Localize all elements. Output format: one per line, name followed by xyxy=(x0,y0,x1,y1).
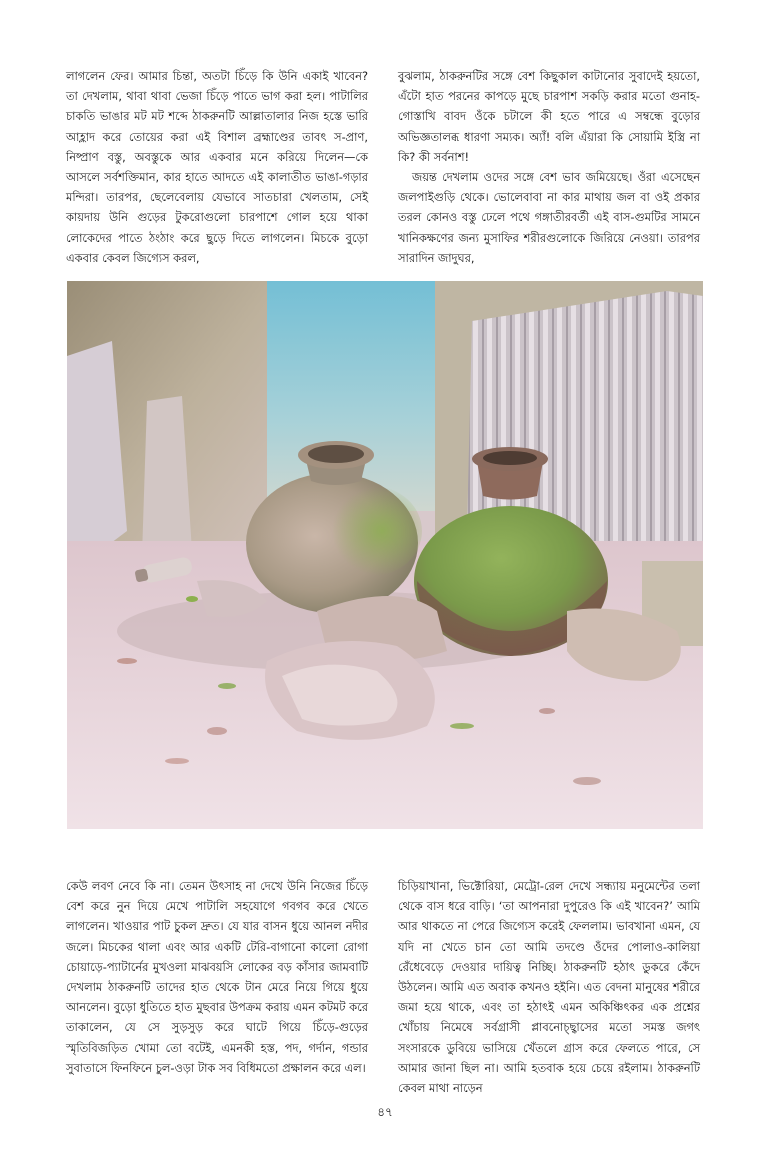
paragraph: লাগলেন ফের। আমার চিন্তা, অতটা চিঁড়ে কি উনি একাই খাবেন? তা দেখলাম, থাবা থাবা ভেজা চিঁড়ে পাতে ভাগ করা হল। পাটালির চাকতি ভাঙার মট মট শব্দে ঠাকরুনটি আল্লাতালার নিজ হস্তে ভারি আহ্লাদ করে তোয়ের করা এই বিশাল ব্রহ্মাণ্ডের তাবৎ স-প্রাণ, নিষ্প্রাণ বস্তু, অবস্তুকে আর একবার মনে করিয়ে দিলেন—কে আসলে সর্বশক্তিমান, কার হাতে আদতে এই কালাতীত ভাঙা-গড়ার মন্দিরা। তারপর, ছেলেবেলায় যেভাবে সাতচারা খেলতাম, সেই কায়দায় উনি গুড়ের টুকরোগুলো চারপাশে গোল হয়ে থাকা লোকেদের পাতে ঠংঠাং করে ছুড়ে দিতে লাগলেন। মিচকে বুড়ো একবার কেবল জিগ্যেস করল, xyxy=(66,69,368,265)
paragraph: কেউ লবণ নেবে কি না। তেমন উৎসাহ না দেখে উনি নিজের চিঁড়ে বেশ করে নুন দিয়ে মেখে পাটালি সহযোগে গবগব করে খেতে লাগলেন। খাওয়ার পাট চুকল দ্রুত। যে যার বাসন ধুয়ে আনল নদীর জলে। মিচকের থালা এবং আর একটি টেরি-বাগানো কালো রোগা চোয়াড়ে-প্যাটার্নের মুখওলা মাঝবয়সি লোকের বড় কাঁসার জামবাটি দেখলাম ঠাকরুনটি তাদের হাত থেকে টান মেরে নিয়ে গিয়ে ধুয়ে আনলেন। বুড়ো ধুতিতে হাত মুছবার উপক্রম করায় এমন কটমট করে তাকালেন, যে সে সুড়সুড় করে ঘাটে গিয়ে চিঁড়ে-গুড়ের স্মৃতিবিজড়িত খোমা তো বটেই, এমনকী হস্ত, পদ, গর্দান, গন্ডার সুবাতাসে ফিনফিনে চুল-ওড়া টাক সব বিধিমতো প্রক্ষালন করে এল। xyxy=(66,879,368,1075)
paragraph: জয়ন্ত দেখলাম ওদের সঙ্গে বেশ ভাব জমিয়েছে। ওঁরা এসেছেন জলপাইগুড়ি থেকে। ভোলেবাবা না কার মাথায় জল বা ওই প্রকার তরল কোনও বস্তু ঢেলে পথে গঙ্গাতীরবর্তী এই বাস-গুমটির সামনে খানিকক্ষণের জন্য মুসাফির শরীরগুলোকে জিরিয়ে নেওয়া। তারপর সারাদিন জাদুঘর, xyxy=(398,170,700,265)
text-column-top-right xyxy=(398,66,700,268)
text-column-bottom-left xyxy=(66,876,368,1078)
paragraph: চিড়িয়াখানা, ভিক্টোরিয়া, মেট্রো-রেল দেখে সন্ধ্যায় মনুমেন্টের তলা থেকে বাস ধরে বাড়ি। ‘তা আপনারা দুপুরেও কি এই খাবেন?’ আমি আর থাকতে না পেরে জিগ্যেস করেই ফেললাম। ভাবখানা এমন, যে যদি না খেতে চান তো আমি তদণ্ডে ওঁদের পোলাও-কালিয়া রেঁধেবেড়ে দেওয়ার দায়িত্ব নিচ্ছি। ঠাকরুনটি হঠাৎ ডুকরে কেঁদে উঠলেন। আমি এত অবাক কখনও হইনি। এত বেদনা মানুষের শরীরে জমা হয়ে থাকে, এবং তা হঠাৎই এমন অকিঞ্চিৎকর এক প্রশ্নের খোঁচায় নিমেষে সর্বগ্রাসী প্লাবনোচ্ছ্বাসের মতো সমস্ত জগৎ সংসারকে ডুবিয়ে ভাসিয়ে খেঁতলে গ্রাস করে ফেলতে পারে, সে আমার জানা ছিল না। আমি হতবাক হয়ে চেয়ে রইলাম। ঠাকরুনটি কেবল মাথা নাড়েন xyxy=(398,879,700,1096)
paragraph: বুঝলাম, ঠাকরুনটির সঙ্গে বেশ কিছুকাল কাটানোর সুবাদেই হয়তো, এঁটো হাত পরনের কাপড়ে মুছে চারপাশ সকড়ি করার মতো গুনাহ-গোস্তাখি বাবদ ওঁকে চটালে কী হতে পারে এ সম্বন্ধে বুড়োর অভিজ্ঞতালব্ধ ধারণা সম্যক। অ্যাঁ! বলি এঁয়ারা কি সোয়ামি ইস্ত্রি না কি? কী সর্বনাশ! xyxy=(398,69,700,164)
page-number: ৪৭ xyxy=(377,1105,393,1119)
text-column-bottom-right xyxy=(398,876,700,1098)
photo-clay-pots xyxy=(67,281,703,829)
text-column-top-left xyxy=(66,66,368,268)
